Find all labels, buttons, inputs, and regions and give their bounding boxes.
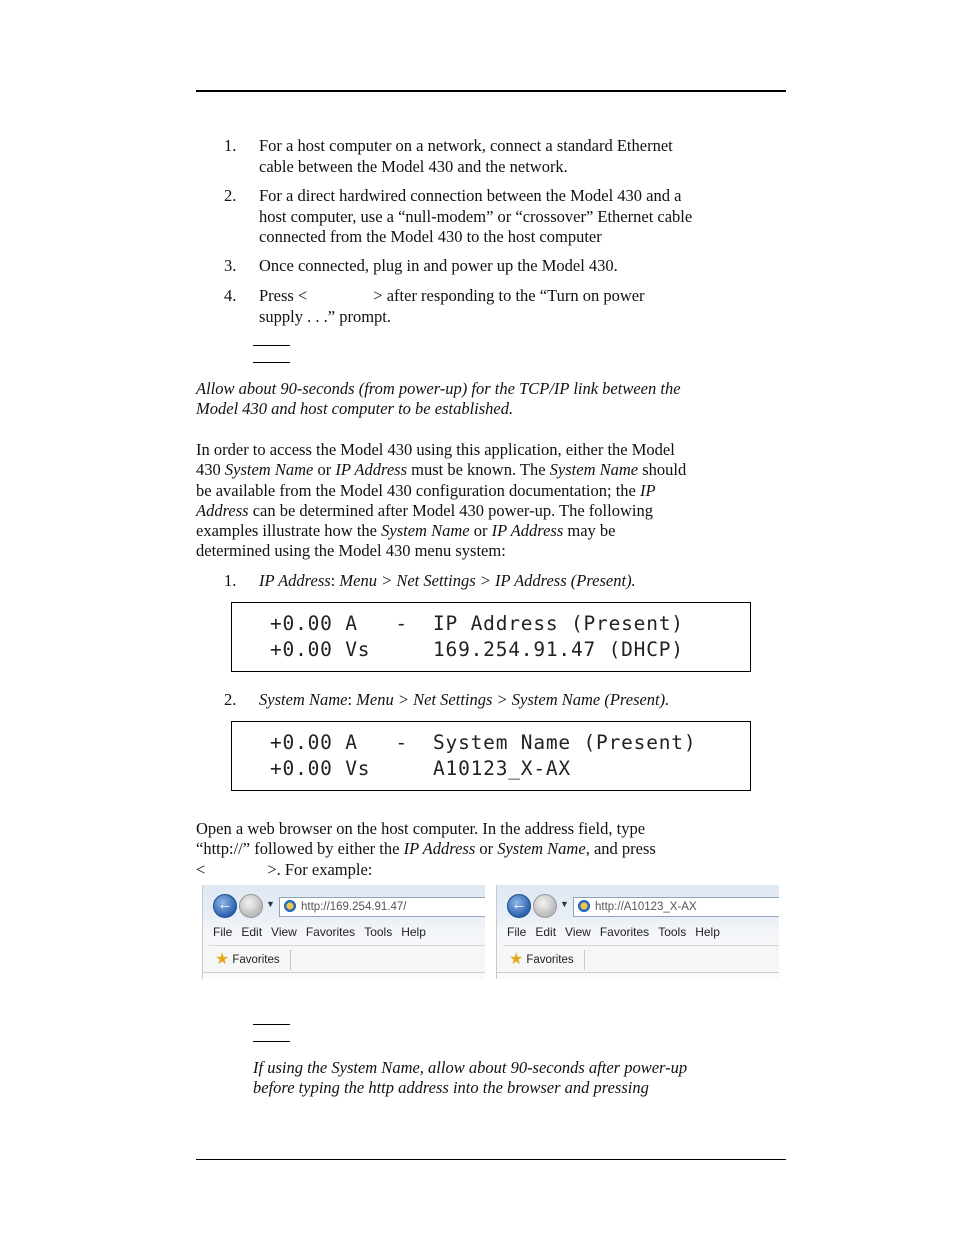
note-line: Allow about 90-seconds (from power-up) for the TCP/IP link between the xyxy=(196,379,681,398)
step-line: connected from the Model 430 to the host computer xyxy=(259,227,602,246)
tab-strip xyxy=(203,972,485,979)
menu-step-number: 1. xyxy=(224,571,237,590)
lcd-display xyxy=(231,602,751,672)
lcd-display xyxy=(231,721,751,791)
menu-edit[interactable]: Edit xyxy=(535,925,557,939)
back-arrow-icon: ← xyxy=(217,896,233,913)
para-line: determined using the Model 430 menu system: xyxy=(196,541,506,561)
step-line: host computer, use a “null-modem” or “crossover” Ethernet cable xyxy=(259,206,693,226)
menu-view[interactable]: View xyxy=(271,925,297,939)
address-text: http://169.254.91.47/ xyxy=(301,901,407,913)
address-bar[interactable] xyxy=(573,897,779,917)
forward-button[interactable] xyxy=(239,894,263,918)
step-text xyxy=(259,136,779,177)
step-line: For a direct hardwired connection between the Model 430 and a xyxy=(259,186,682,205)
para-line: be available from the Model 430 configuration documentation; the IP xyxy=(196,480,656,500)
address-text: http://A10123_X-AX xyxy=(595,901,697,913)
para-line: examples illustrate how the System Name or IP Address may be xyxy=(196,521,616,541)
menu-help[interactable]: Help xyxy=(401,925,426,939)
back-arrow-icon: ← xyxy=(511,896,527,913)
menu-favorites[interactable]: Favorites xyxy=(599,925,650,939)
step-line: > after responding to the “Turn on power xyxy=(373,286,645,305)
menu-file[interactable]: File xyxy=(507,925,527,939)
header-rule xyxy=(196,90,786,92)
favorites-bar xyxy=(209,945,485,974)
menu-step-text: IP Address: Menu > Net Settings > IP Address (Present). xyxy=(259,571,636,590)
menu-tools[interactable]: Tools xyxy=(364,925,393,939)
forward-arrow-icon: → xyxy=(537,896,553,913)
browser-screenshot xyxy=(496,885,779,979)
browser-screenshot xyxy=(202,885,485,979)
star-icon: ★ xyxy=(509,951,524,968)
step-line: For a host computer on a network, connect a standard Ethernet xyxy=(259,136,673,155)
step-line: supply . . .” prompt. xyxy=(259,306,391,326)
address-bar[interactable] xyxy=(279,897,485,917)
step-text: Once connected, plug in and power up the Model 430. xyxy=(259,256,618,275)
menu-step-number: 2. xyxy=(224,690,237,709)
note-line: before typing the http address into the browser and pressing xyxy=(253,1078,649,1098)
step-text xyxy=(259,186,779,248)
menu-step-text: System Name: Menu > Net Settings > System Name (Present). xyxy=(259,690,670,709)
star-icon: ★ xyxy=(215,951,230,968)
menu-edit[interactable]: Edit xyxy=(241,925,263,939)
step-number: 3. xyxy=(224,256,237,275)
page-icon xyxy=(578,900,590,912)
step-text xyxy=(259,286,779,327)
note-rule xyxy=(253,362,290,363)
menu-favorites[interactable]: Favorites xyxy=(305,925,356,939)
browser-paragraph xyxy=(196,819,786,880)
para-line: 430 System Name or IP Address must be known. The System Name should xyxy=(196,460,687,480)
chevron-down-icon[interactable]: ▼ xyxy=(266,899,275,909)
footer-rule xyxy=(196,1159,786,1160)
forward-arrow-icon: → xyxy=(243,896,259,913)
note-rule xyxy=(253,345,290,346)
intro-paragraph xyxy=(196,440,786,562)
lcd-row: +0.00 Vs A10123_X-AX xyxy=(270,757,571,780)
lcd-row: +0.00 Vs 169.254.91.47 (DHCP) xyxy=(270,638,684,661)
para-line: < >. For example: xyxy=(196,859,373,879)
para-line: In order to access the Model 430 using this application, either the Model xyxy=(196,440,675,459)
menu-bar xyxy=(213,925,435,939)
back-button[interactable] xyxy=(213,894,237,918)
menu-help[interactable]: Help xyxy=(695,925,720,939)
favorites-button[interactable]: ★ Favorites xyxy=(509,950,585,970)
favorites-bar xyxy=(503,945,779,974)
note-line: Model 430 and host computer to be established. xyxy=(196,399,514,419)
para-line: Open a web browser on the host computer. In the address field, type xyxy=(196,819,646,838)
page-icon xyxy=(284,900,296,912)
chevron-down-icon[interactable]: ▼ xyxy=(560,899,569,909)
step-number: 2. xyxy=(224,186,237,205)
note-text xyxy=(253,1058,783,1099)
step-line: Press < xyxy=(259,286,308,305)
lcd-row: +0.00 A - System Name (Present) xyxy=(270,731,697,754)
note-rule xyxy=(253,1024,290,1025)
step-line: cable between the Model 430 and the network. xyxy=(259,156,568,176)
favorites-button[interactable]: ★ Favorites xyxy=(215,950,291,970)
menu-tools[interactable]: Tools xyxy=(658,925,687,939)
para-line: “http://” followed by either the IP Address or System Name, and press xyxy=(196,839,656,859)
forward-button[interactable] xyxy=(533,894,557,918)
menu-bar xyxy=(507,925,729,939)
note-rule xyxy=(253,1041,290,1042)
step-number: 4. xyxy=(224,286,237,305)
tab-strip xyxy=(497,972,779,979)
menu-file[interactable]: File xyxy=(213,925,233,939)
step-number: 1. xyxy=(224,136,237,155)
note-line: If using the System Name, allow about 90-seconds after power-up xyxy=(253,1058,688,1077)
para-line: Address can be determined after Model 430 power-up. The following xyxy=(196,500,653,520)
lcd-row: +0.00 A - IP Address (Present) xyxy=(270,612,684,635)
back-button[interactable] xyxy=(507,894,531,918)
menu-view[interactable]: View xyxy=(565,925,591,939)
note-text xyxy=(196,379,786,420)
